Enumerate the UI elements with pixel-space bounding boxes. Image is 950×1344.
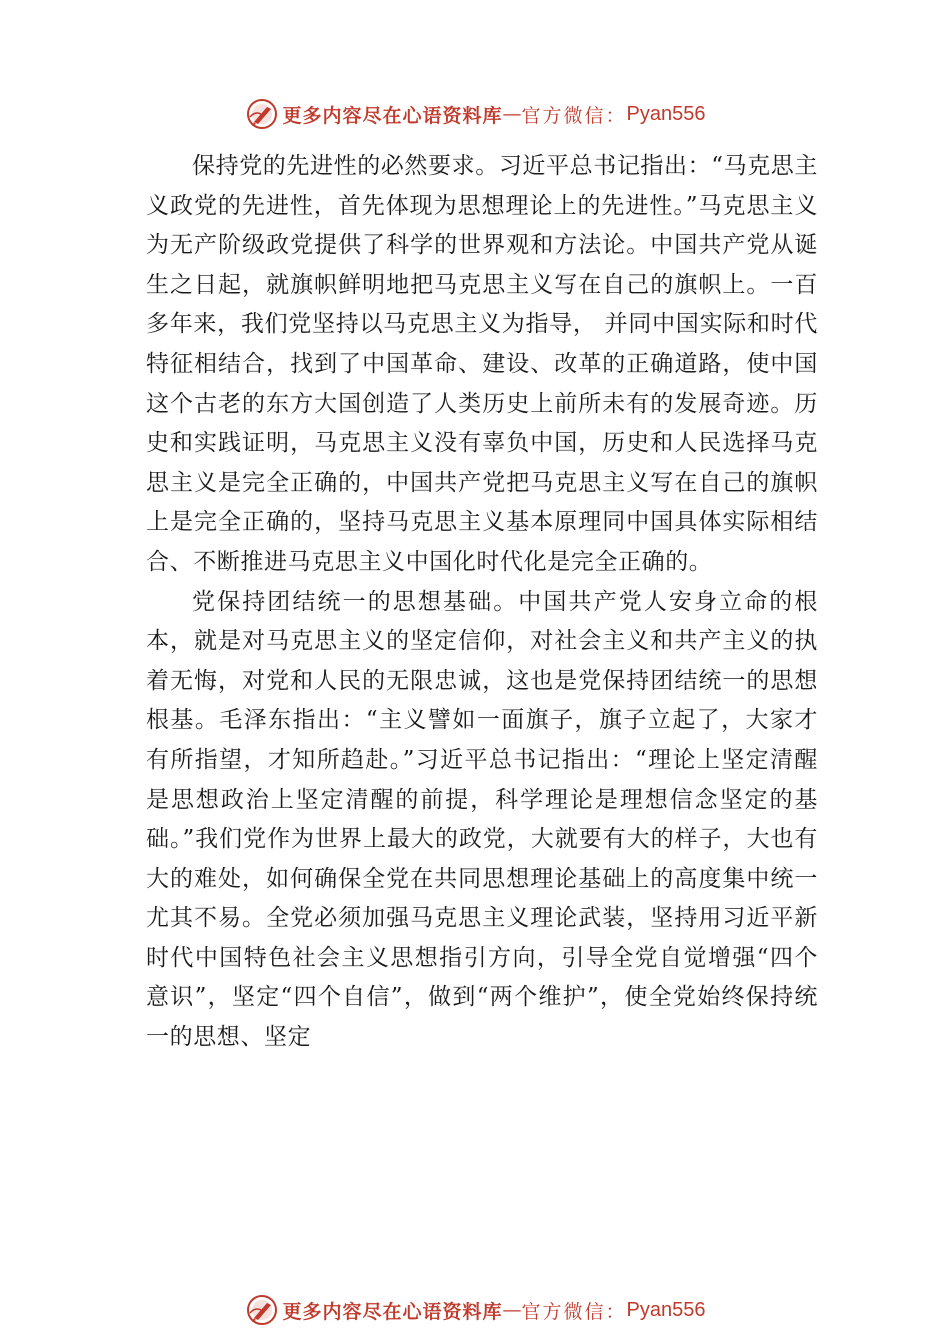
brand-logo-icon	[245, 1293, 279, 1327]
banner-wechat-label: 官方微信：	[521, 1300, 627, 1323]
paragraph-1: 保持党的先进性的必然要求。习近平总书记指出：“马克思主义政党的先进性，首先体现为思想理论上的先进性。”马克思主义为无产阶级政党提供了科学的世界观和方法论。中国共产党从诞生之日起，就旗帜鲜明地把马克思主义写在自己的旗帜上。一百多年来，我们党坚持以马克思主义为指导， 并同中国实际和时代特征相结合，找到了中国革命、建设、改革的正确道路，使中国这个古老的东方大国创造了人类历史上前所未有的发展奇迹。历史和实践证明，马克思主义没有辜负中国，历史和人民选择马克思主义是完全正确的，中国共产党把马克思主义写在自己的旗帜上是完全正确的，坚持马克思主义基本原理同中国具体实际相结合、不断推进马克思主义中国化时代化是完全正确的。	[146, 153, 818, 575]
footer-banner	[0, 1290, 950, 1330]
header-banner	[0, 94, 950, 134]
banner-dash: —	[502, 1299, 522, 1321]
banner-dash: —	[502, 103, 522, 125]
paragraph-2: 党保持团结统一的思想基础。中国共产党人安身立命的根本，就是对马克思主义的坚定信仰，对社会主义和共产主义的执着无悔，对党和人民的无限忠诚，这也是党保持团结统一的思想根基。毛泽东指出：“主义譬如一面旗子，旗子立起了，大家才有所指望，才知所趋赴。”习近平总书记指出：“理论上坚定清醒是思想政治上坚定清醒的前提，科学理论是理想信念坚定的基础。”我们党作为世界上最大的政党，大就要有大的样子，大也有大的难处，如何确保全党在共同思想理论基础上的高度集中统一尤其不易。全党必须加强马克思主义理论武装，坚持用习近平新时代中国特色社会主义思想指引方向，引导全党自觉增强“四个意识”，坚定“四个自信”，做到“两个维护”，使全党始终保持统一的思想、坚定	[146, 588, 818, 1051]
brand-logo-icon	[245, 97, 279, 131]
banner-brand-text: 更多内容尽在心语资料库	[282, 104, 503, 127]
banner-wechat-label: 官方微信：	[521, 104, 627, 127]
document-body	[146, 147, 818, 1058]
banner-brand-text: 更多内容尽在心语资料库	[282, 1300, 503, 1323]
banner-wechat-id: Pyan556	[626, 1298, 706, 1321]
banner-wechat-id: Pyan556	[626, 102, 706, 125]
